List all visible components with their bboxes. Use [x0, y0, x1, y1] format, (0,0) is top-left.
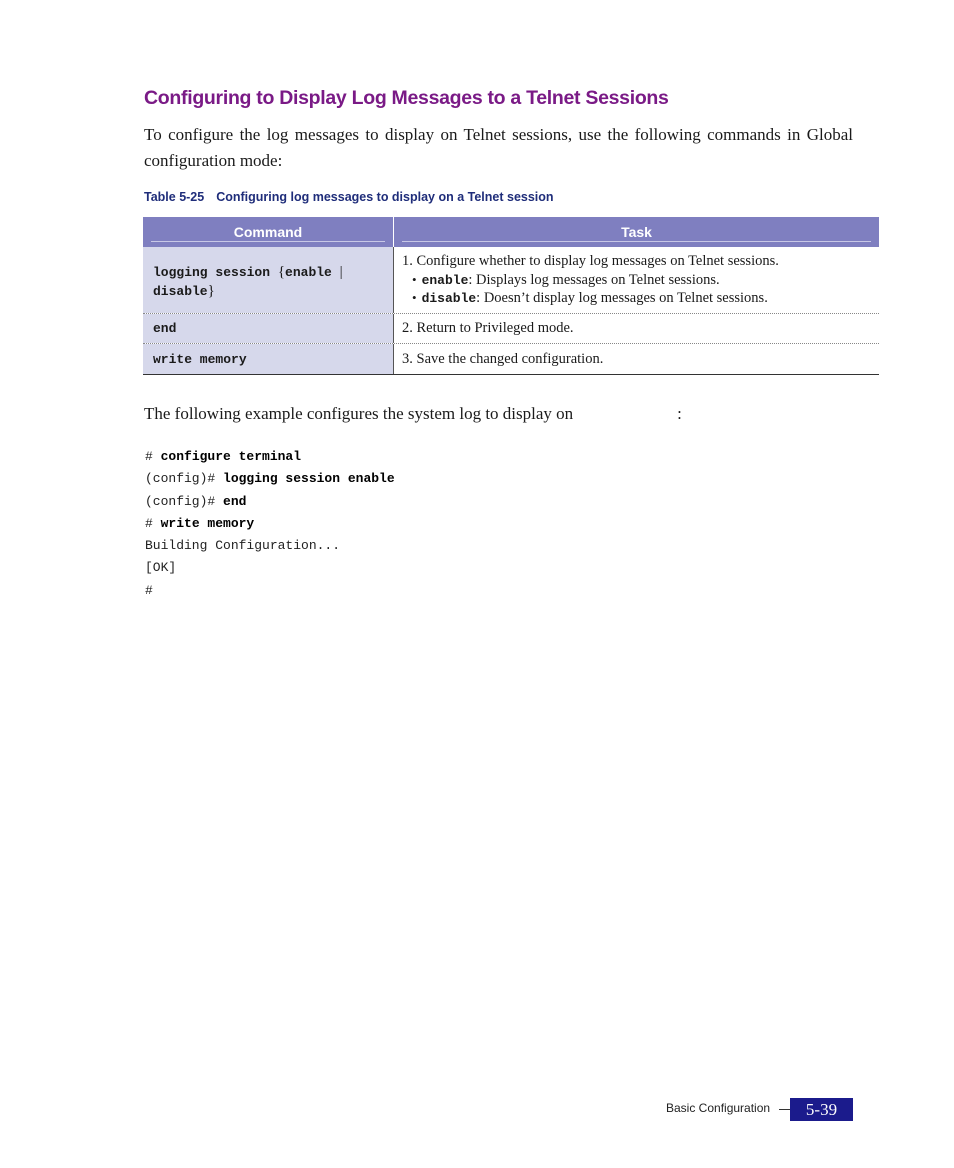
code-line [145, 583, 395, 605]
header-rule-task [402, 241, 871, 242]
bullet-icon: • [412, 272, 417, 287]
table-row [143, 247, 879, 313]
page-number: 5-39 [790, 1098, 853, 1121]
example-colon: : [677, 404, 682, 423]
bullet-text: : Doesn’t display log messages on Telnet sessions. [476, 290, 768, 306]
command-cell [143, 314, 393, 343]
command-table [143, 217, 879, 375]
code-prompt: # [145, 449, 161, 464]
code-line [145, 516, 395, 538]
code-prompt: # [145, 582, 153, 598]
task-cell [394, 314, 879, 343]
bullet-code: disable [421, 291, 477, 306]
example-intro [144, 404, 682, 424]
code-line [145, 494, 395, 516]
header-command: Command [233, 224, 303, 240]
header-rule-command [151, 241, 385, 242]
footer-chapter: Basic Configuration [666, 1101, 771, 1115]
table-caption-text: Configuring log messages to display on a Telnet session [216, 190, 554, 204]
header-task: Task [621, 224, 652, 240]
option-disable: disable [153, 284, 208, 299]
code-output: [OK] [145, 560, 177, 576]
code-command: logging session enable [223, 471, 395, 487]
open-brace: { [277, 264, 286, 280]
code-prompt: # [145, 515, 161, 531]
bullet-code: enable [421, 273, 469, 288]
code-output: Building Configuration... [145, 538, 341, 554]
task-text: 3. Save the changed configuration. [402, 351, 604, 367]
command-text: write memory [153, 352, 247, 367]
task-bullet [412, 290, 768, 307]
code-block [145, 449, 395, 605]
code-line [145, 560, 395, 582]
table-header [143, 217, 879, 247]
example-text: The following example configures the system log to display on [144, 404, 574, 423]
table-row [143, 343, 879, 375]
option-separator: | [339, 264, 343, 280]
command-cell [143, 344, 393, 374]
command-line-1 [153, 264, 343, 281]
code-line [145, 449, 395, 471]
option-enable: enable [285, 265, 332, 280]
command-cell [143, 247, 393, 313]
task-cell [394, 247, 879, 313]
code-line [145, 538, 395, 560]
code-prompt: (config)# [145, 493, 224, 509]
code-prompt: (config)# [145, 471, 224, 487]
command-line-2 [153, 283, 215, 300]
table-row [143, 313, 879, 343]
task-text: 1. Configure whether to display log messages on Telnet sessions. [402, 253, 779, 269]
task-cell [394, 344, 879, 374]
intro-paragraph: To configure the log messages to display on Telnet sessions, use the following commands in Global configuration mode: [144, 125, 853, 170]
command-text: end [153, 321, 177, 336]
bullet-icon: • [412, 290, 417, 305]
table-caption-number: Table 5-25 [144, 190, 205, 204]
section-heading: Configuring to Display Log Messages to a Telnet Sessions [144, 87, 669, 109]
close-brace: } [207, 283, 215, 299]
bullet-text: : Displays log messages on Telnet sessions. [468, 272, 720, 288]
code-command: configure terminal [160, 449, 302, 464]
task-text: 2. Return to Privileged mode. [402, 320, 574, 336]
table-caption [144, 190, 554, 204]
task-bullet [412, 272, 720, 289]
code-command: write memory [160, 515, 255, 531]
code-line [145, 471, 395, 493]
code-command: end [223, 493, 247, 509]
command-keyword: logging session [153, 265, 271, 280]
